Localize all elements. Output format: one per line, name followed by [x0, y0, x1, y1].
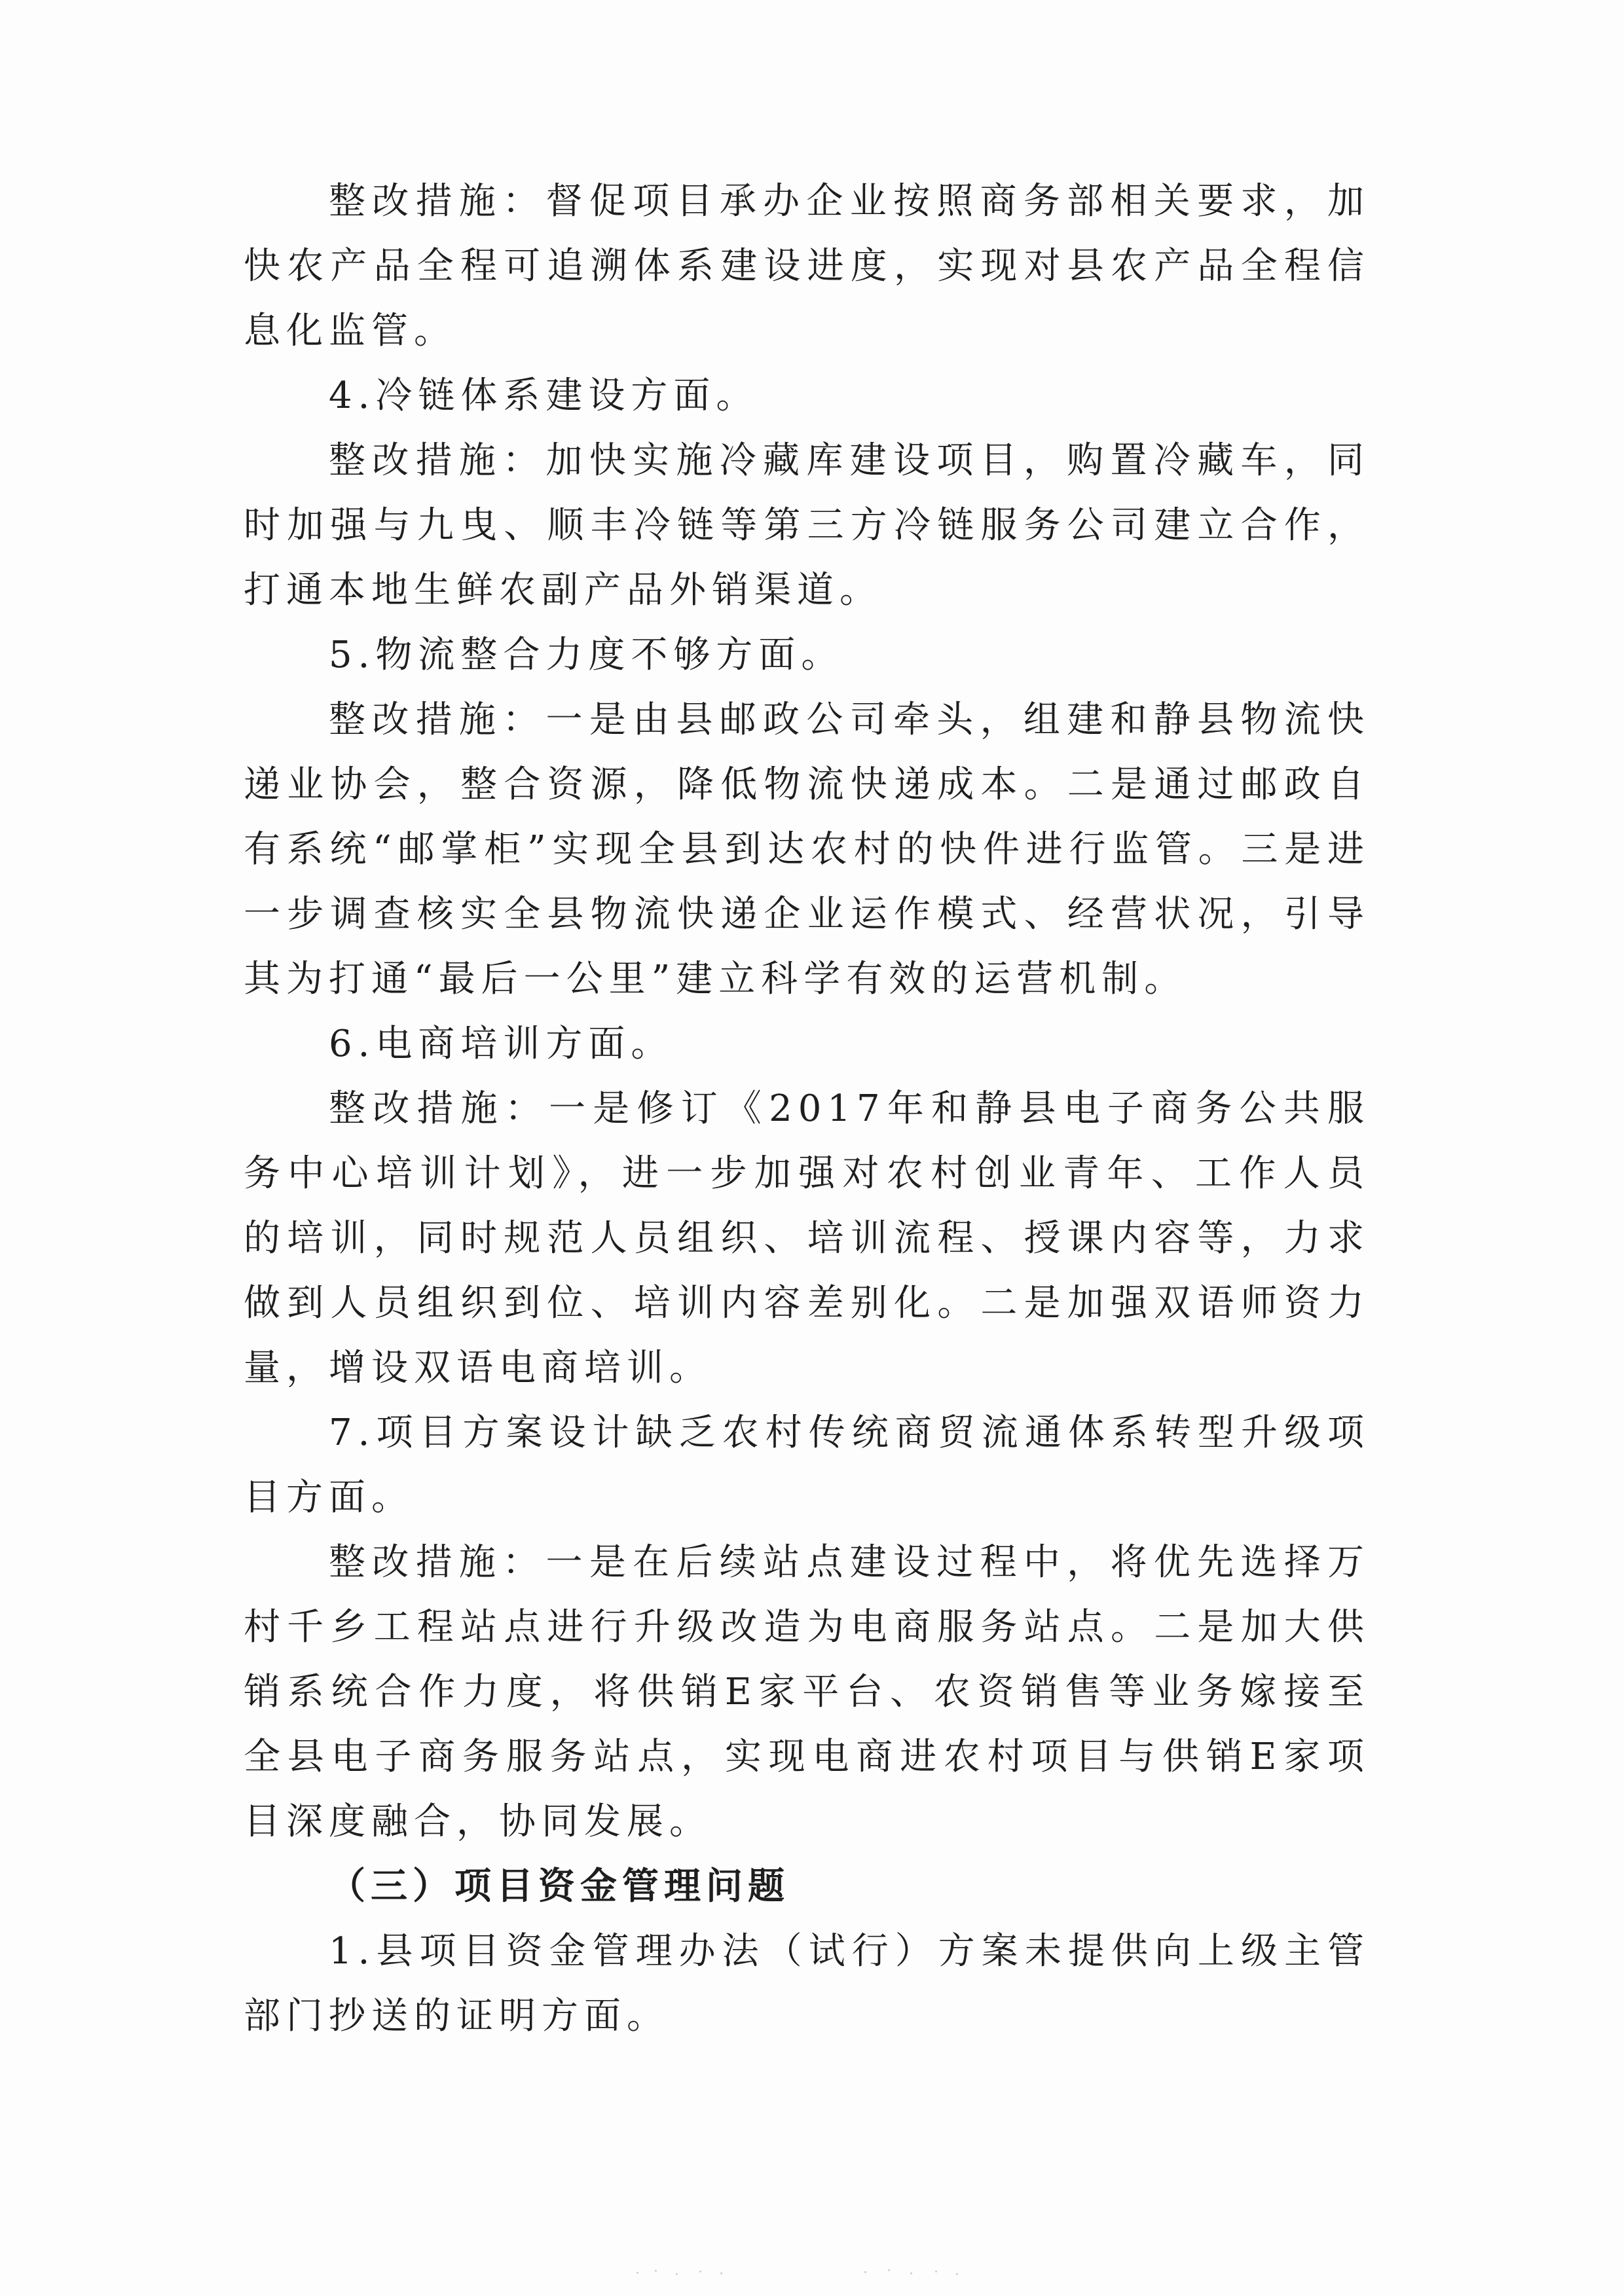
scan-artifacts	[629, 2267, 995, 2280]
paragraph-heading-cold-chain: 4.冷链体系建设方面。	[329, 374, 759, 417]
paragraph-heading-project-design: 7.项目方案设计缺乏农村传统商贸流通体系转型升级项目方面。	[244, 1412, 1370, 1519]
scan-speck	[699, 2270, 701, 2272]
scan-speck	[720, 2272, 722, 2274]
paragraph-rectification-logistics: 整改措施：一是由县邮政公司牵头，组建和静县物流快递业协会，整合资源，降低物流快递成本。二是通过邮政自有系统“邮掌柜”实现全县到达农村的快件进行监管。三是进一步调查核实全县物流快递企业运作模式、经营状况，引导其为打通“最后一公里”建立科学有效的运营机制。	[244, 699, 1370, 1000]
scan-speck	[637, 2272, 638, 2274]
paragraph-rectification-cold-chain: 整改措施：加快实施冷藏库建设项目，购置冷藏车，同时加强与九曳、顺丰冷链等第三方冷链服务公司建立合作，打通本地生鲜农副产品外销渠道。	[244, 439, 1370, 611]
scan-speck	[864, 2271, 866, 2273]
paragraph-rectification-project-design: 整改措施：一是在后续站点建设过程中，将优先选择万村千乡工程站点进行升级改造为电商服务站点。二是加大供销系统合作力度，将供销E家平台、农资销售等业务嫁接至全县电子商务服务站点，实现电商进农村项目与供销E家项目深度融合，协同发展。	[244, 1541, 1370, 1843]
paragraph-heading-logistics: 5.物流整合力度不够方面。	[329, 634, 844, 676]
scan-speck	[655, 2270, 657, 2272]
paragraph-rectification-training: 整改措施：一是修订《2017年和静县电子商务公共服务中心培训计划》，进一步加强对农村创业青年、工作人员的培训，同时规范人员组织、培训流程、授课内容等，力求做到人员组织到位、培训内容差别化。二是加强双语师资力量，增设双语电商培训。	[244, 1087, 1370, 1389]
paragraph-heading-fund-method: 1.县项目资金管理办法（试行）方案未提供向上级主管部门抄送的证明方面。	[244, 1930, 1370, 2037]
scan-speck	[956, 2273, 958, 2275]
scan-speck	[910, 2272, 912, 2274]
scan-speck	[676, 2273, 678, 2275]
document-body	[244, 169, 1370, 2049]
paragraph-rectification-traceability: 整改措施：督促项目承办企业按照商务部相关要求，加快农产品全程可追溯体系建设进度，实现对县农产品全程信息化监管。	[244, 180, 1370, 352]
section-heading-fund-management: （三）项目资金管理问题	[329, 1865, 790, 1908]
scan-speck	[888, 2269, 890, 2271]
scan-speck	[935, 2270, 937, 2272]
paragraph-heading-training: 6.电商培训方面。	[329, 1023, 674, 1065]
